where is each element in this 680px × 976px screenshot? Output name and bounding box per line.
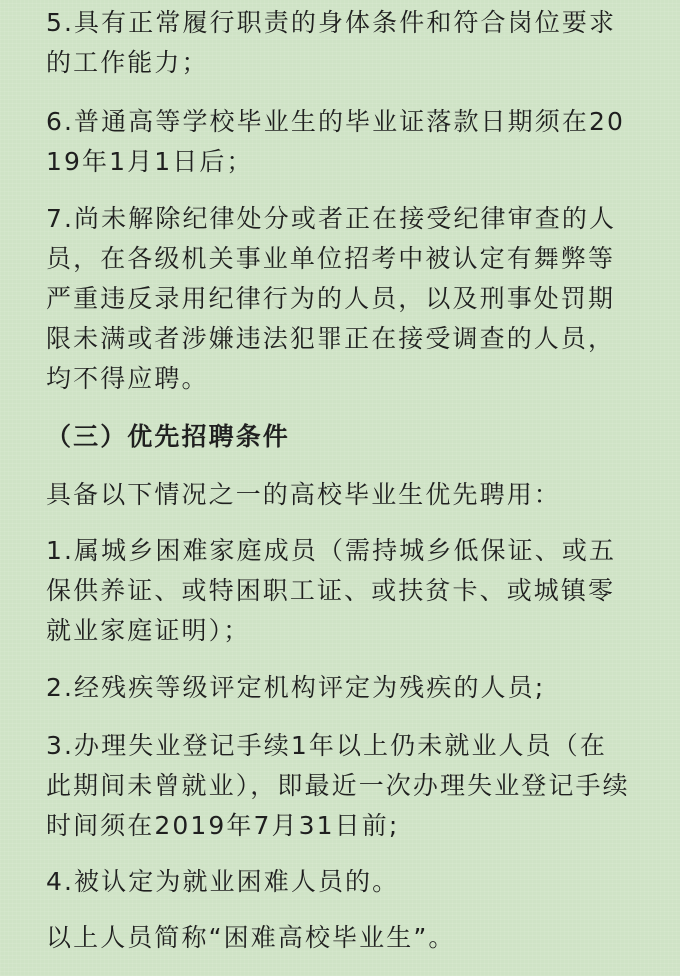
section-heading-priority: （三）优先招聘条件 [46, 422, 290, 451]
paragraph-priority-2: 2.经残疾等级评定机构评定为残疾的人员; [46, 673, 546, 702]
paragraph-condition-6: 6.普通高等学校毕业生的毕业证落款日期须在2019年1月1日后； [46, 107, 625, 176]
paragraph-priority-4: 4.被认定为就业困难人员的。 [46, 867, 400, 896]
paragraph-condition-5: 5.具有正常履行职责的身体条件和符合岗位要求的工作能力； [46, 8, 617, 77]
paragraph-summary: 以上人员简称“困难高校毕业生”。 [46, 923, 456, 952]
paragraph-condition-7: 7.尚未解除纪律处分或者正在接受纪律审查的人员，在各级机关事业单位招考中被认定有舞弊等严重违反录用纪律行为的人员，以及刑事处罚期限未满或者涉嫌违法犯罪正在接受调查的人员，均不得应聘。 [46, 204, 617, 393]
paragraph-priority-intro: 具备以下情况之一的高校毕业生优先聘用： [46, 480, 561, 509]
paragraph-priority-1: 1.属城乡困难家庭成员（需持城乡低保证、或五保供养证、或特困职工证、或扶贫卡、或城镇零就业家庭证明）； [46, 536, 617, 645]
paragraph-priority-3: 3.办理失业登记手续1年以上仍未就业人员（在此期间未曾就业），即最近一次办理失业登记手续时间须在2019年7月31日前; [46, 731, 630, 840]
